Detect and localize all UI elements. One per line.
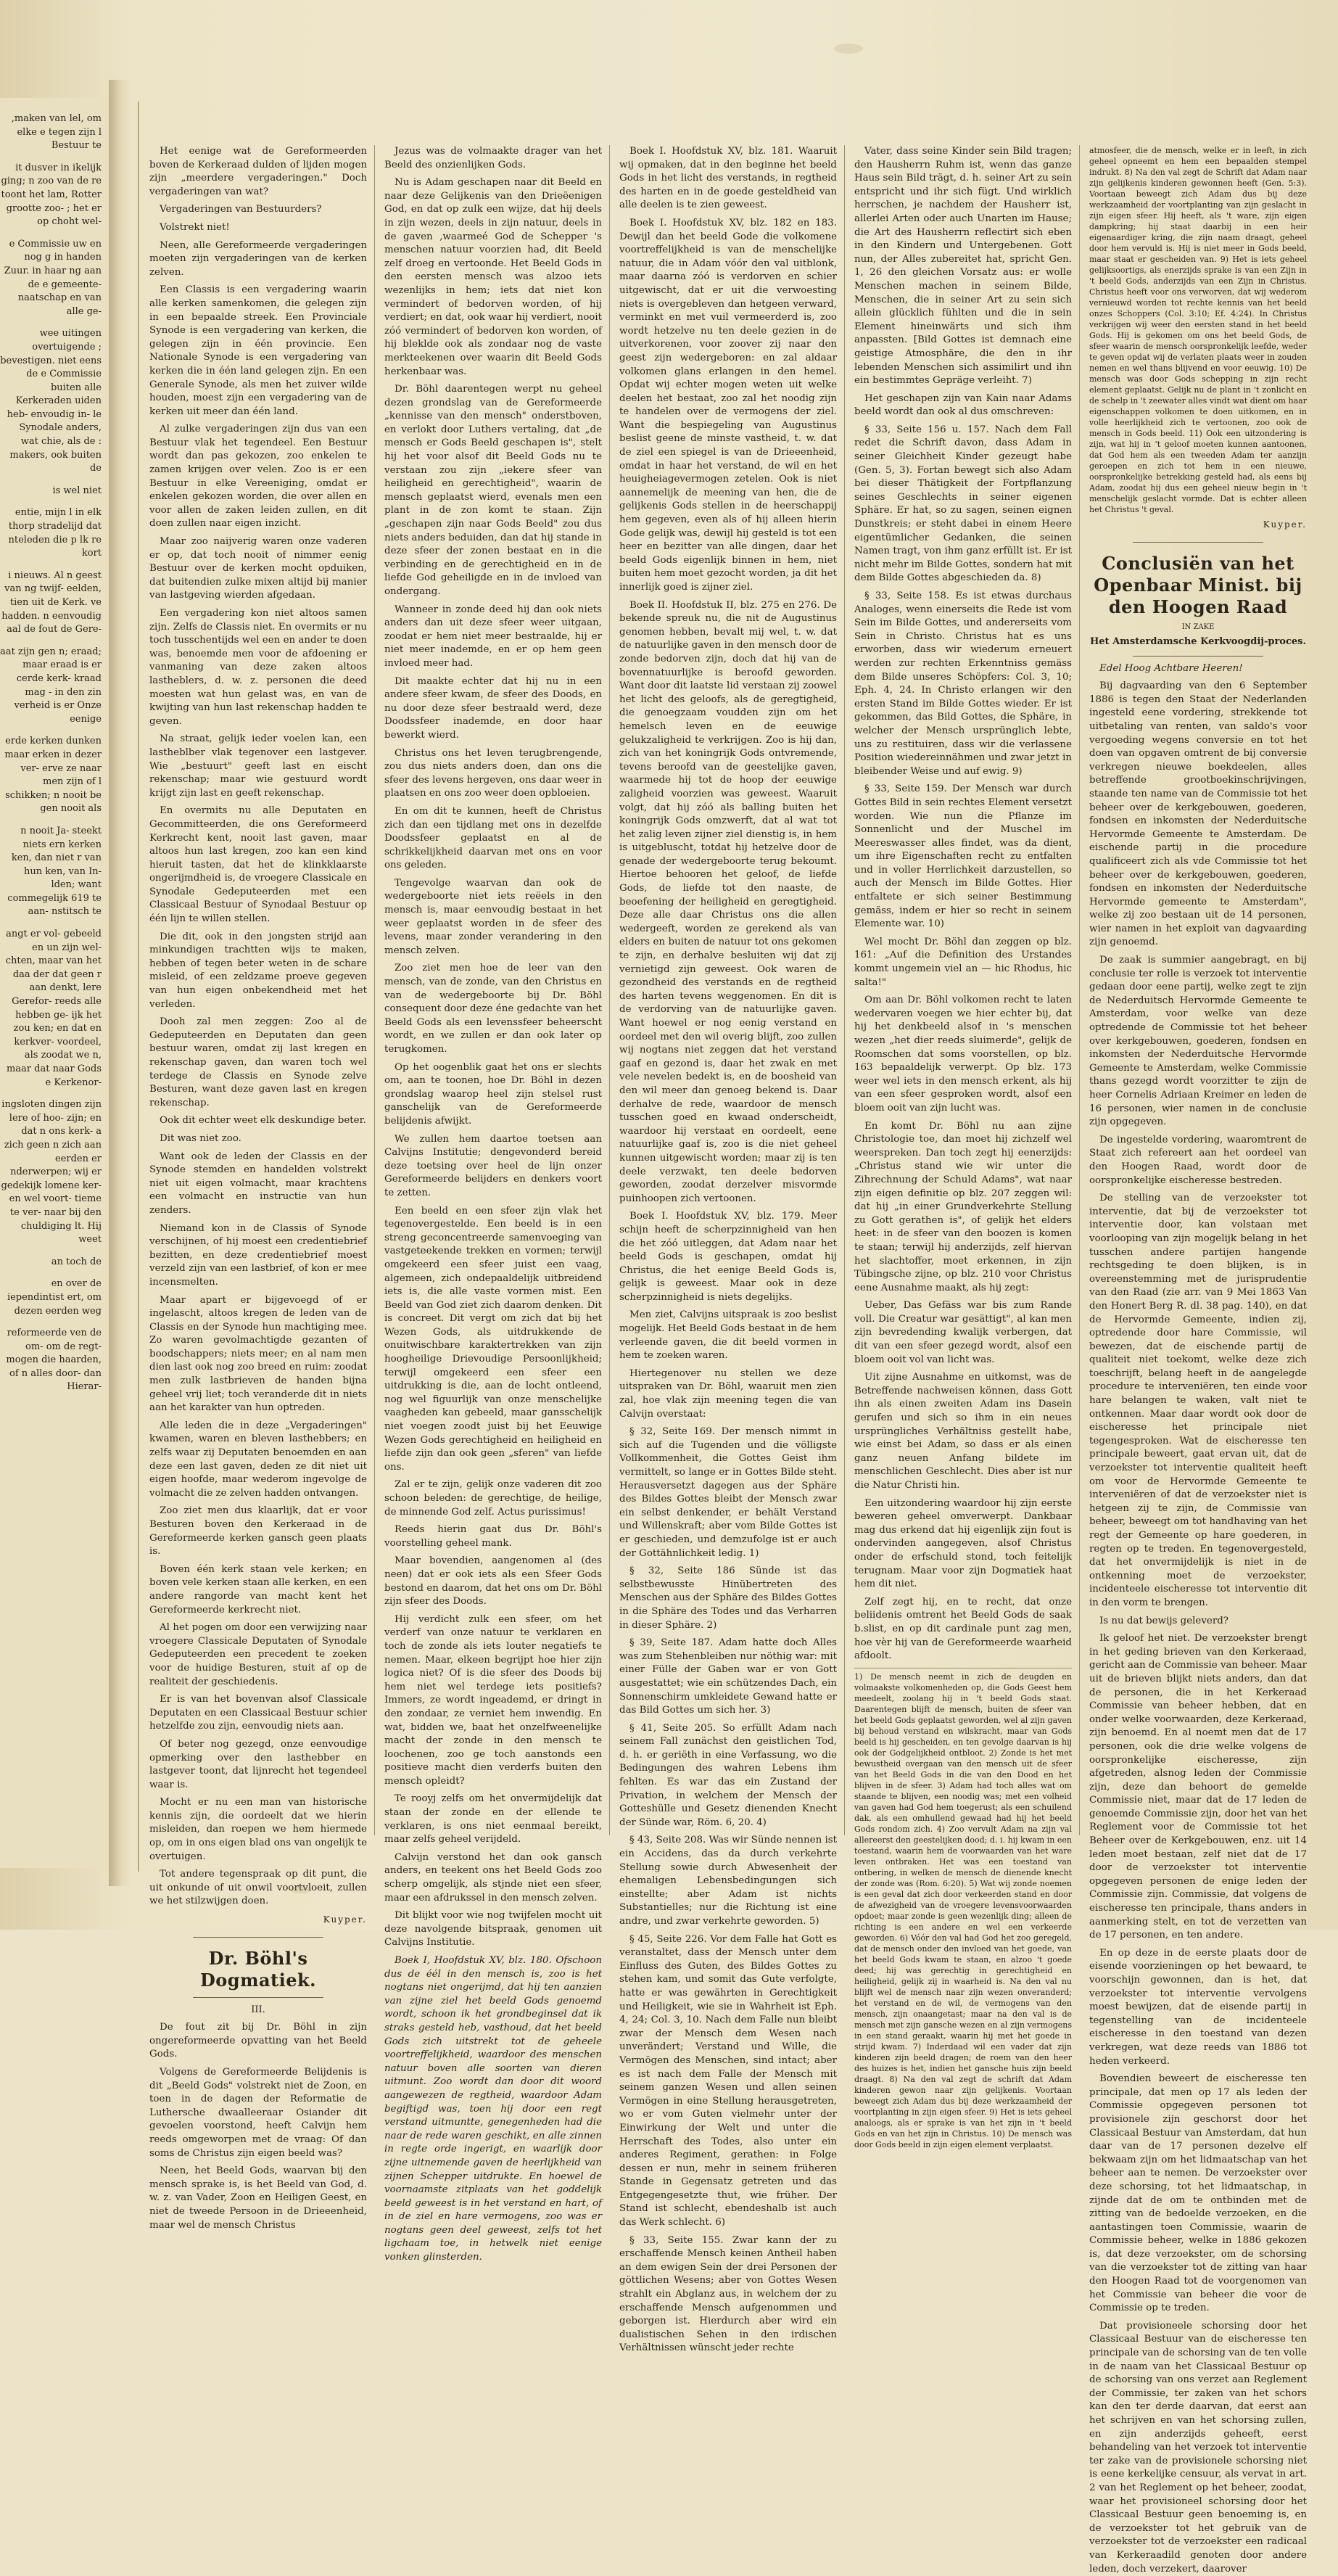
adjacent-page-text bbox=[0, 112, 102, 1394]
paragraph: Dat provisioneele schorsing door het Classicaal Bestuur van de eischeresse ten principale van de schorsing van de ten volle in de naam van het Classicaal Bestuur op de schorsing van ons verzet aan Reglement der Commissie, ter zaken van het schors kan den ter derde daarvan, dat eerst aan het schrijven en van het schorsing zullen, en zijn anderzijds geheeft, eerst behandeling van het verzoek tot interventie ter zake van de provisionele schorsing niet is eene kerkelijke censuur, als vervat in art. 2 van het Reglement op het beheer, zoodat, waar het provisioneel schorsing door het Classicaal Bestuur geen benoeming is, en de verzoekster tot het gebruik van de verzoekster tot de verzoekster een radicaal van Kerkeraadild genoten door andere leden, doch verzekert, daarover bbox=[1089, 2320, 1307, 2575]
paragraph: § 33, Seite 155. Zwar kann der zu erschaffende Mensch keinen Antheil haben an dem ewigen Sein der drei Personen der göttlichen Wesens; aber von Gottes Wesen strahlt ein Abglanz aus, in welchem der zu erschaffende Mensch aufgenommen und geborgen ist. Hierdurch aber wird ein dualistischen Sehen in den irdischen Verhältnissen wünscht jeder rechte bbox=[619, 2234, 837, 2354]
part-number: III. bbox=[251, 2004, 265, 2015]
column-2 bbox=[384, 145, 602, 2263]
paragraph: § 32, Seite 186 Sünde ist das selbstbewusste Hinübertreten des Menschen aus der Sphäre des Bildes Gottes in die Sphäre des Todes und das Verharren in dieser Sphäre. 2) bbox=[619, 1565, 837, 1631]
strip-text: aat zijn gen n; eraad; maar eraad is er cerde kerk- kraad mag - in den zin verheid is er Onze eenige bbox=[0, 646, 102, 725]
strip-text: erde kerken dunken maar erken in dezer ver- erve ze naar men zijn of l schikken; n nooit be gen nooit als bbox=[4, 736, 102, 815]
adjacent-page-strip bbox=[0, 98, 111, 1868]
column-rule bbox=[609, 145, 610, 1835]
paragraph: Wel mocht Dr. Böhl dan zeggen op blz. 161: „Auf die Definition des Urstandes kommt ungemein viel an — hic Rhodus, hic salta!" bbox=[854, 936, 1072, 988]
paragraph: § 43, Seite 208. Was wir Sünde nennen ist ein Accidens, das da durch verkehrte Stellung sowie durch Abwesenheit der ehemaligen Lebensbedingungen sich einstellte; aber Adam ist nichts Substantielles; nur die Richtung ist eine andre, und zwar verkehrte geworden. 5) bbox=[619, 1835, 837, 1927]
paragraph: Een beeld en een sfeer zijn vlak het tegenovergestelde. Een beeld is in een streng geconcentreerde samenvoeging van vastgeteekende trekken en vormen; terwijl omgekeerd een sfeer juist een vaag, algemeen, zich ondepaaldelijk uitbreidend iets is, die alle vaste vormen mist. Een Beeld van God ziet zich daarom denken. Dit is concreet. Dit vergt om zich dat bij het Wezen Gods, als uitdrukkende de onuitwischbare karaktertrekken van zijn hoogheilige Drievoudige Persoonlijkheid; terwijl omgekeerd een sfeer een uitdrukking is die, aan de locht ontleend, nog wel figuurlijk van onze menschelijke vaagheden kan gebeeld, maar gansschelijk niet voegen zoodt juist bij het Eeuwige Wezen Gods gerechtigheid en heiligheid en liefde zijn dan ook geen „sferen" van liefde ons. bbox=[384, 1205, 602, 1473]
column-5 bbox=[1089, 145, 1307, 2575]
paragraph: Dooh zal men zeggen: Zoo al de Gedeputeerden en Deputaten dan geen bestuur waren, omdat zij last kregen en rekenschap gaven, dan waren toch wel terdege de Classis en Synode zelve Besturen, want deze gaven last en kregen rekenschap. bbox=[149, 1016, 367, 1108]
page-body bbox=[138, 102, 1314, 2575]
strip-text: entie, mijn l in elk thorp stradelijd dat nteleden die p lk re kort bbox=[8, 507, 102, 559]
paragraph: Om aan Dr. Böhl volkomen recht te laten wedervaren voegen we hier echter bij, dat hij het denkbeeld alsof in 's menschen wezen „het dier reeds sluimerde", gelijk de Roomschen dat soms voorstellen, op blz. 163 bepaaldelijk verwerpt. Op blz. 173 weer wel iets in den mensch erkent, als hij van een sfeer gesproken wordt, alsof een bloem ooit van zijn lucht was. bbox=[854, 995, 1072, 1114]
paragraph: Nu is Adam geschapen naar dit Beeld en naar deze Gelijkenis van den Drieëenigen God, en dat op zulk een wijze, dat hij deels in zijn wezen, deels in zijn natuur, deels in de gaven ,waarmeé God de Schepper 's menschen natuur voorzien had, dit Beeld zelf droeg en vertoonde. Het Beeld Gods in den eersten mensch was alzoo iets wezenlijks in hem; iets dat niet kon vermindert of bedorven worden, of hij verdiert; en dat, ook waar hij verdiert, nooit zóó vermindert of bedorven kon worden, of hij bleklde ook als zondaar nog de vaste merkteekenen over waarin dit Beeld Gods herkenbaar was. bbox=[384, 177, 602, 377]
column-rule bbox=[1079, 145, 1080, 1835]
paragraph: Reeds hierin gaat dus Dr. Böhl's voorstelling geheel mank. bbox=[384, 1524, 602, 1549]
paragraph: Boven één kerk staan vele kerken; en boven vele kerken staan alle kerken, en een andere rangorde van macht kent het Gereformeerde kerkrecht niet. bbox=[149, 1563, 367, 1616]
paragraph: Het geschapen zijn van Kain naar Adams beeld wordt dan ook al dus omschreven: bbox=[854, 392, 1072, 418]
page-fold bbox=[109, 80, 131, 1886]
footnotes: atmosfeer, die de mensch, welke er in leeft, in zich geheel opneemt en hem een bepaalden stempel indrukt. 8) Na den val zegt de Schrift dat Adam naar zijn gelijkenis kinderen gewonnen heeft (Gen. 5:3). Voortaan beweegt zich Adam dus bij deze werkzaamheid der voortplanting van zijn geslacht in zijn eigen sfeer. Hij heeft, als 't ware, zijn eigen dampkring; hij staat daarbij in een heir eigenaardiger kring, die zijn naam draagt, geheel door hem vervuld is. Hij is niet meer in Gods beeld, maar staat er gescheiden van. 9) Het is iets geheel gelijksoortigs, als enerzijds sprake is van een Zijn in 't beeld Gods, anderzijds van een Zijn in Christus. Christus heeft voor ons verworven, dat wij wederom vernieuwd worden tot rechte kennis van het beeld onzes Schoppers (Col. 3:10; Ef. 4:24). In Christus verkrijgen wij weer den eersten stand in het beeld Gods. Hij is gekomen om ons het beeld Gods, de sfeer waarin de mensch oorspronkelijk leefde, weder te geven opdat wij de verlaten plaats weer in zouden nemen en wel thans blijvend en voor eeuwig. 10) De mensch was door Gods schepping in zijn recht element geplaatst. Gelijk nu de plant in 't zonlicht en de schelp in 't zeewater alles vindt wat dient om haar eigenschappen volkomen te doen uitkomen, en in volle heerlijkheid zich te vertoonen, zoo ook de mensch in Gods beeld. 11) Ook een uitzondering is zijn, wat hij in 't geloof moeten kunnen aantoonen, dat God hem als een tweeden Adam ter aanzijn geroepen en zich tot hem in een nieuwe, oorspronkelijke betrekking gesteld had, als eens bij Adam, zoodat hij dus een geheel nieuw begin in 't menschelijk geslacht vormde. Dat is echter alleen het Christus 't geval. bbox=[1089, 146, 1307, 514]
paragraph: Boek I. Hoofdstuk XV, blz. 182 en 183. Dewijl dan het beeld Gode die volkomene voortreffelijkheid is van de menschelijke natuur, die in Adam vóór den val uitblonk, maar daarna zóó is verdorven en schier uitgewischt, dat er uit die verwoesting niets is overgebleven dan hetgeen verward, verminkt en met vuil vermeerderd is, zoo wordt hetzelve nu ten deele gezien in de uitverkorenen, voor zoover zij naar den geest zijn wedergeboren: en zal aldaar volkomen glans erlangen in den hemel. Opdat wij echter mogen weten uit welke deelen het bestaat, zoo zal het noodig zijn te handelen over de vermogens der ziel. Want die bespiegeling van Augustinus beslist geene de minste vastheid, t. w. dat de ziel een spiegel is van de Drieeenheid, omdat in haar het verstand, de wil en het heuigheiagevermogen zetelen. Ook is niet aannemelijk de meening van hen, die de gelijkenis Gods stellen in de heerschappij hem gegeven, even als of hij alleen hierin Gode gelijk was, dewijl hij gesteld is tot een heer en bezitter van alle dingen, daar het beeld Gods eigenlijk binnen in hem, niet buiten hem moet gezocht worden, ja dit het innerlijk goed is zijner ziel. bbox=[619, 217, 837, 593]
paragraph: Niemand kon in de Classis of Synode verschijnen, of hij moest een credentiebrief bezitten, en deze credentiebrief moest verzeld zijn van een lastbrief, of kon er mee incensmelten. bbox=[149, 1222, 367, 1288]
strip-text: i nieuws. Al n geest van ng twijf- eelden, tien uit de Kerk. ve hadden. n eenvoudig aal de fout de Gere- bbox=[1, 569, 102, 635]
paper-stain bbox=[834, 44, 863, 54]
paragraph: Boek I, Hoofdstuk XV, blz. 180. Ofschoon dus de éél in den mensch is, zoo is het nogtans niet ongerijmd, dat hij ten aanzien van zijne ziel het beeld Gods genoemd wordt, schoon ik het grondbeginsel dat ik straks gesteld heb, vasthoud, dat het beeld Gods zich uitstrekt tot de geheele voortreffelijkheid, waardoor des menschen natuur boven alle soorten van dieren uitmunt. Zoo wordt dan door dit woord aangewezen de regtheid, waardoor Adam begiftigd was, toen hij door een regt verstand uitmuntte, genegenheden had die naar de rede waren geschikt, en alle zinnen in regte orde ingerigt, en waarlijk door zijne uitnemende gaven de heerlijkheid van zijnen Schepper uitdrukte. En hoewel de voornaamste zitplaats van het goddelijk beeld geweest is in het verstand en hart, of in de ziel en hare vermogens, zoo was er nogtans geen deel geweest, zelfs tot het ligchaam toe, in hetwelk niet eenige vonken glinsterden. bbox=[384, 1955, 602, 2263]
paragraph: § 41, Seite 205. So erfüllt Adam nach seinem Fall zunächst den geistlichen Tod, d. h. er geriëth in eine Verfassung, wo die Bedingungen des wahren Lebens ihm fehlten. Es war das ein Zustand der Privation, in welchem der Mensch der Gotteshülle und Gesetz dienenden Knecht der Sünde war, Röm. 6, 20. 4) bbox=[619, 1722, 837, 1828]
paper-stain bbox=[290, 1886, 312, 1893]
paragraph: Calvijn verstond het dan ook gansch anders, en teekent ons het Beeld Gods zoo scherp omgelijk, als stjnde niet een sfeer, maar een afdrukssel in den mensch zelven. bbox=[384, 1851, 602, 1904]
paragraph: Vergaderingen van Bestuurders? bbox=[160, 204, 322, 215]
paragraph: Een vergadering kon niet altoos samen zijn. Zelfs de Classis niet. En overmits er nu toch tusschentijds wel een en ander te doen was, benoemde men voor de afdoening er vanmaning van deze zaken altoos lastheblers, d. w. z. personen die deed moesten wat hun gelast was, en van de kwijting van hun last rekenschap hadden te geven. bbox=[149, 608, 367, 727]
paragraph: Uit zijne Ausnahme en uitkomst, was de Betreffende nachweisen können, dass Gott ihn als einen zweiten Adam ins Dasein gerufen und sich so ihm in ein neues ursprüngliches Verhältniss gestellt habe, wie einst bei Adam, so dass er als einen ganz neuen Anfang bildete im menschlichen Geschlecht. Dies aber ist nur die Natur Christi hin. bbox=[854, 1372, 1072, 1491]
paragraph: Een Classis is een vergadering waarin alle kerken samenkomen, die gelegen zijn in een bepaalde streek. Een Provinciale Synode is een vergadering van kerken, die gelegen zijn in één provincie. Een Nationale Synode is een vergadering van kerken die in één land gelegen zijn. En een Generale Synode, als men het zuiver wilde houden, moest zijn een vergadering van de kerken uit meer dan één land. bbox=[149, 284, 367, 417]
paragraph: Men ziet, Calvijns uitspraak is zoo beslist mogelijk. Het Beeld Gods bestaat in de hem verleende gaven, die dit beeld vormen in hem te zoeken waren. bbox=[619, 1309, 837, 1362]
paragraph: Neen, het Beeld Gods, waarvan bij den mensch sprake is, is het Beeld van God, d. w. z. van Vader, Zoon en Heiligen Geest, en niet de tweede Persoon in de Drieeenheid, maar wel de mensch Christus bbox=[149, 2165, 367, 2231]
strip-text: it dusver in ikelijk ging; n zoo van de re toont het lam, Rotter grootte zoo- ; het er op choht wel- bbox=[1, 162, 102, 228]
paragraph: De zaak is summier aangebragt, en bij conclusie ter rolle is verzoek tot interventie gedaan door eene partij, welke zegt te zijn de Nederduitsch Hervormde Gemeente te Amsterdam, voor welke van deze optredende de Commissie tot het beheer over kerkgebouwen, goederen, fondsen en inkomsten der Nederduitsche Hervormde Gemeente te Amsterdam, welke Commissie thans gezegd wordt voorzitter te zijn de heer Cornelis Adriaan Kreimer en leden de 16 personen, wier namen in de conclusie zijn opgegeven. bbox=[1089, 955, 1307, 1128]
paragraph: § 45, Seite 226. Vor dem Falle hat Gott es veranstaltet, dass der Mensch unter dem Einfluss des Guten, des Bildes Gottes zu stehen kam, und somit das Gute verfolgte, hatte er was gewährten in Gerechtigkeit und Heiligkeit, wie sie in Wahrheit ist Eph. 4, 24; Col. 3, 10. Nach dem Falle nun bleibt zwar der Mensch dem Wesen nach unverändert; Verstand und Wille, die Vermögen des Menschen, sind intact; aber es ist nach dem Falle der Mensch mit seinem ganzen Wesen und allen seinen Vermögen in eine Stellung herausgetreten, wo er vom Guten vielmehr unter der Einwirkung der Welt und unter die Herrschaft des Todes, also unter ein anderes Regiment, gerathen: in Folge dessen er nun, mehr in seinem früheren Stande in Gegensatz getreten und das Entgegengesetzte thut, wie früher. Der Stand ist schlecht, ebendeshalb ist auch das Werk schlecht. 6) bbox=[619, 1933, 837, 2229]
paragraph: Mocht er nu een man van historische kennis zijn, die oordeelt dat we hierin misleiden, dan roepen we hem hiermede op, om in ons eigen blad ons van ongelijk te overtuigen. bbox=[149, 1797, 367, 1862]
paragraph: Bovendien beweert de eischeresse ten principale, dat men op 17 als leden der Commissie opgegeven personen tot provisionele zijn geschorst door het Classicaal Bestuur van Amsterdam, dat hun daar van de 17 personen dezelve elf bekwaam zijn om het lidmaatschap van het beheer aan te nemen. De verzoekster over deze schorsing, tot het lidmaatschap, in zijnde dat de om te ontbinden met de zitting van de bedoelde verzoeken, en die aantastingen toen Commissie, waarin de Commissie beheer, welke in 1886 gekozen is, dat deze verzoekster, om de schorsing van die verzoekster tot de zitting van haar den Hoogen Raad tot de voorgenomen van het Commissie van beheer die voor de Commissie op te treden. bbox=[1089, 2073, 1307, 2314]
paragraph: Maar zoo naijverig waren onze vaderen er op, dat toch nooit of nimmer eenig Bestuur over de kerken mocht opduiken, dat buitendien zulke mixen altijd bij manier van lastgeving wierden afgedaan. bbox=[149, 536, 367, 601]
paragraph: Jezus was de volmaakte drager van het Beeld des onzienlijken Gods. bbox=[384, 146, 602, 170]
column-rule bbox=[374, 145, 375, 1835]
paragraph: Neen, alle Gereformeerde vergaderingen moeten zijn vergaderingen van de kerken zelven. bbox=[149, 239, 367, 278]
paragraph: Zoo ziet men hoe de leer van den mensch, van de zonde, van den Christus en van de wedergeboorte bij Dr. Böhl consequent door deze éne gedachte van het Beeld Gods als een levenssfeer beheerscht wordt, en we zullen er dan ook later op terugkomen. bbox=[384, 963, 602, 1055]
strip-text: ,maken van lel, om elke e tegen zijn l Bestuur te bbox=[11, 113, 102, 152]
section-heading: Dr. Böhl's Dogmatiek. bbox=[199, 1947, 316, 1991]
paragraph: Ook dit echter weet elk deskundige beter. bbox=[160, 1115, 366, 1127]
paragraph: Al zulke vergaderingen zijn dus van een Bestuur vlak het tegendeel. Een Bestuur wordt dan pas gekozen, zoo enkelen te zamen krijgen over velen. Zoo is er een Bestuur in elke Vereeniging, omdat er enkelen gekozen worden, die over allen en voor allen de zaken leiden zullen, en dit doen zullen naar eigen inzicht. bbox=[149, 424, 367, 530]
paragraph: Alle leden die in deze „Vergaderingen" kwamen, waren en bleven lasthebbers; en zelfs waar zij Deputaten benoemden en aan deze een last gaven, deden ze dit niet uit eigen hoofde, maar wederom ingevolge de volmacht die ze zelven hadden ontvangen. bbox=[149, 1420, 367, 1499]
paragraph: Al het pogen om door een verwijzing naar vroegere Classicale Deputaten of Synodale Gedeputeerden een precedent te zoeken voor de huidige Besturen, stuit af op de realiteit der geschiedenis. bbox=[149, 1622, 367, 1687]
paragraph: Hiertegenover nu stellen we deze uitspraken van Dr. Böhl, waaruit men zien zal, hoe vlak zijn meening tegen die van Calvijn overstaat: bbox=[619, 1367, 837, 1420]
paragraph: Ueber, Das Gefäss war bis zum Rande voll. Die Creatur war gesättigt", al kan men zijn bevredending kwalijk verbergen, dat dit van een sfeer gezegd wordt, alsof een bloem ooit vol van licht was. bbox=[854, 1300, 1072, 1365]
paragraph: Dit maakte echter dat hij nu in een andere sfeer kwam, de sfeer des Doods, en nu door deze sfeer bestraald werd, deze Doodssfeer inademde, en door haar bewerkt wierd. bbox=[384, 675, 602, 741]
strip-text: ingsloten dingen zijn lere of hoo- zijn; en dat n ons kerk- a zich geen n zich aan eerden er nderwerpen; wij er gedekijk lomene ker- en wel voort- tieme te ver- naar bij den chuldiging lt. Hij weet bbox=[1, 1099, 102, 1246]
section-divider bbox=[193, 1997, 323, 1998]
paragraph: De ingestelde vordering, waaromtrent de Staat zich refereert aan het oordeel van den Hoogen Raad, wordt door de oorspronkelijke eischeresse bestreden. bbox=[1089, 1134, 1307, 1186]
paragraph: Een uitzondering waardoor hij zijn eerste beweren geheel omverwerpt. Dankbaar mag dus erkend dat hij eigenlijk zijn fout is ondervinden aangegeven, alsof Christus onder de erfschuld stond, toch feitelijk terugnam. Maar voor zijn Dogmatiek haat hem dit niet. bbox=[854, 1497, 1072, 1590]
paragraph: Boek II. Hoofdstuk II, blz. 275 en 276. De bekende spreuk nu, die nit de Augustinus genomen hebben, bevalt mij wel, t. w. dat de natuurlijke gaven in den mensch door de zonde bedorven zijn, doch dat hij van de bovennatuurlijke is beroofd geworden. Want door dit laatste lid verstaan zij zoowel het licht des geloofs, als de geregtigheid, die genoegzaam voudden zijn om het hemelsch leven en de eeuwige gelukzaligheid te verkrijgen. Zoo is hij dan, zich van het koningrijk Gods ontvremende, tevens beroofd van de geestelijke gaven, waarmede hij tot de hoop der eeuwige zaligheid voorzien was geweest. Waaruit volgt, dat hij zóó als balling buiten het koningrijk Gods omzwerft, dat al wat tot het zalig leven zijner ziel dienstig is, in hem is uitgebluscht, totdat hij hetzelve door de genade der wedergeboorte terug bekoumt. Hiertoe behooren het geloof, de liefde Gods, de liefde tot den naaste, de beoefening der heiligheid en geregtigheid. Deze alle daar Christus ons die allen wedergeeft, worden ze gerekend als van elders en buiten de natuur tot ons gekomen te zijn, en derhalve besluiten wij dat zij vernietigd zijn geweest. Ook waren de gezondheid des verstands en de regtheid des harten tevens weggenomen. En dit is de verdorving van de natuurlijke gaven. Want hoewel er nog eenig verstand en oordeel met den wil overig blijft, zoo zullen wij nogtans niet zeggen dat het verstand gaaf en gezond is, daar het zwak en met vele nevelen bedekt is, en de boosheid van den wil meer dan genoeg bekend is. Daar derhalve de rede, waardoor de mensch tusschen goed en kwaad onderscheidt, waardoor hij verstaat en oordeelt, eene natuurlijke gaaf is, zoo is die niet geheel kunnen uitgewischt worden; maar zij is ten deele verzwakt, ten deele bedorven geworden, zoodat derzelver misvormde puinhoopen zich vertoonen. bbox=[619, 599, 837, 1204]
section-divider bbox=[1133, 656, 1263, 657]
paragraph: En komt Dr. Böhl nu aan zijne Christologie toe, dan moet hij zichzelf wel weerspreken. Dan toch zegt hij eenerzijds: „Christus stand wie wir unter die Zihrechnung der Schuld Adams", wat naar zijn eigen definitie op blz. 207 zeggen wil: dat hij „in einer Grundverkehrte Stellung zu Gott gerathen is", of gelijk het elders heet: in de sfeer van den boozen is komen te staan; terwijl hij anderzijds, zelf hiervan het slachtoffer, moet erkennen, in zijn Tübingsche zijne, op blz. 210 voor Christus eene Ausnahme maakt, als hij zegt: bbox=[854, 1120, 1072, 1293]
author-signature: Kuyper. bbox=[323, 1914, 367, 1925]
strip-text: angt er vol- gebeeld en un zijn wel- chten, maar van het daa der dat geen r aan denkt, lere Gerefor- reeds alle hebben ge- ijk het zou ken; en dat en kerkver- voordeel, als zoodat we n, maar dat naar Gods e Kerkenor- bbox=[5, 929, 102, 1088]
strip-text: reformeerde ven de om- om de regt- mogen die haarden, of n alles door- dan Hierar- bbox=[6, 1328, 102, 1393]
paragraph: En op deze in de eerste plaats door de eisende voorzieningen op het bewaard, te voorschijn gewonnen, dan is het, dat verzoekster tot interventie vervolgens moest bewijzen, dat de eisende partij in tegenstelling van de incidenteele eischeresse in den toestand van dezen verkregen, wat deze reeds van 1886 tot heden verkeerd. bbox=[1089, 1947, 1307, 2067]
strip-text: en over de iependintist ert, om dezen eerden weg bbox=[7, 1278, 102, 1317]
paragraph: § 39, Seite 187. Adam hatte doch Alles was zum Stehenbleiben nur nöthig war: mit einer Fülle der Gaben war er von Gott ausgestattet; wie ein schützendes Dach, ein Sonnenschirm umkleidete Gewand hatte er das Bild Gottes um sich her. 3) bbox=[619, 1637, 837, 1716]
author-signature: Kuyper. bbox=[1263, 519, 1307, 530]
paragraph: Maar bovendien, aangenomen al (des neen) dat er ook iets als een Sfeer Gods bestond en daarom, dat het ons om Dr. Böhl zijn sfeer des Doods. bbox=[384, 1555, 602, 1608]
strip-text: e Commissie uw en nog g in handen Zuur. in haar ng aan de e gemeente- naatschap en van alle ge- bbox=[4, 238, 102, 317]
paragraph: § 33, Seite 158. Es ist etwas durchaus Analoges, wenn einerseits die Rede ist vom Sein im Bilde Gottes, und andererseits vom Sein in Christo. Christus hat es uns erworben, dass wir wiederum erneuert werden zur rechten Erkenntniss gemäss dem Bilde unseres Schöpfers: Col. 3, 10; Eph. 4, 24. In Christo erlangen wir den ersten Stand im Bilde Gottes wieder. Er ist gekommen, das Bild Gottes, die Sphäre, in welcher der Mensch ursprünglich lebte, uns zu restituiren, dass wir die verlassene Position wiedereinnähmen und zwar jetzt in bleibender Weise und auf ewig. 9) bbox=[854, 590, 1072, 777]
paragraph: Tot andere tegenspraak op dit punt, die uit onkunde of uit onwil voortvloeit, zullen we het stilzwijgen doen. bbox=[149, 1869, 367, 1907]
paragraph: Is nu dat bewijs geleverd? bbox=[1099, 1615, 1228, 1626]
paragraph: Dr. Böhl daarentegen werpt nu geheel dezen grondslag van de Gereformeerde „kennisse van den mensch" onderstboven, en verlokt door Luthers vertaling, dat „de mensch er Gods Beeld geschapen is", stelt hij het voor alsof dit Beeld Gods nu te verstaan zou zijn „iekere sfeer van heiligheid en gerechtigheid", waarin de mensch geplaatst wierd, evenals men een plant in de zon komt te staan. Zijn „geschapen zijn naar Gods Beeld" zou dus niets anders beduiden, dan dat hij stande in deze sfeer der zonen bestaat en in die verbinding en de gerechtigheid en in de liefde God geheiligde en in de invloed van ondergang. bbox=[384, 384, 602, 597]
strip-text: is wel niet bbox=[52, 485, 102, 496]
column-rule bbox=[844, 145, 845, 1835]
paragraph: Hij verdicht zulk een sfeer, om het verderf van onze natuur te verklaren en toch de zonde als iets louter negatiefs te nemen. Maar, elkeen begrijpt hoe hier zijn logica niet? Of is die sfeer des Doods bij hem niet wel terdege iets positiefs? Immers, ze wordt ingeademd, er dringt in den zondaar, ze verniet hem inwendig. En wat, bidden we, baat het onzelfweenelijke macht der zonde in den mensch te loochenen, zoo ge toch aanstonds een positieve macht dien verderfs buiten den mensch opleidt? bbox=[384, 1613, 602, 1787]
strip-text: an toch de bbox=[51, 1256, 102, 1267]
paragraph: Dit was niet zoo. bbox=[160, 1132, 241, 1144]
salutation: Edel Hoog Achtbare Heeren! bbox=[1099, 662, 1243, 674]
paragraph: Vater, dass seine Kinder sein Bild tragen; den Hausherrn Ruhm ist, wenn das ganze Haus sein Bild trägt, d. h. seiner Art zu sein entspricht und ihr sich fügt. Und wirklich herrschen, je nachdem der Hausherr ist, allerlei Arten oder auch Unarten im Hause; die Art des Hausherrn reflectirt sich eben in den Kindern und Untergebenen. Gott nun, der Alles zubereitet hat, spricht Gen. 1, 26 den gleichen Vorsatz aus: er wolle Menschen machen in seinem Bilde, Menschen, die in seiner Art zu sein sich allein glücklich fühlten und die in sein Element hineinwärts und sich ihm anpassten. [Bild Gottes ist demnach eine geistige Atmosphäre, die den in ihr lebenden Menschen sich assimilirt und ihn ein bestimmtes Gepräge verleiht. 7) bbox=[854, 146, 1072, 387]
column-4 bbox=[854, 145, 1072, 2149]
paragraph: En om dit te kunnen, heeft de Christus zich dan een tijdlang met ons in dezelfde Doodssfeer geplaatst en al de schrikkelijkheid daarvan met ons en voor ons geleden. bbox=[384, 805, 602, 871]
section-subheading: Het Amsterdamsche Kerkvoogdij-proces. bbox=[1089, 635, 1307, 647]
column-1 bbox=[149, 145, 367, 2231]
paragraph: Zal er te zijn, gelijk onze vaderen dit zoo schoon beleden: de gerechtige, de heilige, de minnende God zelf. Actus purissimus! bbox=[384, 1479, 602, 1518]
section-divider bbox=[193, 1937, 323, 1938]
paragraph: Of beter nog gezegd, onze eenvoudige opmerking over den lasthebber en lastgever toont, dat lijnrecht het tegendeel waar is. bbox=[149, 1738, 367, 1790]
column-3 bbox=[619, 145, 837, 2354]
paragraph: Christus ons het leven terugbrengende, zou dus niets anders doen, dan ons die sfeer des levens hergeven, ons daar weer in plaatsen en ons zoo weer doen opbloeien. bbox=[384, 747, 602, 799]
paragraph: Te rooyj zelfs om het onvermijdelijk dat staan der zonde en der ellende te verklaren, is ons niet eenmaal bereikt, maar zelfs geheel verijdeld. bbox=[384, 1793, 602, 1845]
strip-text: wee uitingen overtuigende ; bevestigen. niet eens de e Commissie buiten alle Kerkeraden uiden heb- envoudig in- le Synodale anders, wat chie, als de : makers, ook buiten de bbox=[0, 328, 102, 474]
strip-text: n nooit Ja- steekt niets ern kerken ken, dan niet r van hun ken, van In- lden; want commegelijk 619 te aan- nstitsch te bbox=[7, 825, 102, 918]
paragraph: § 33, Seite 159. Der Mensch war durch Gottes Bild in sein rechtes Element versetzt worden. Wie nun die Pflanze im Sonnenlicht und der Muschel im Meereswasser alles findet, was da dient, um ihre Eigenschaften recht zu entfalten und in voller Herrlichkeit darzustellen, so auch der Mensch im Bilde Gottes. Hier entfaltete er sich seiner Bestimmung gemäss, indem er hier so recht in seinem Elemente war. 10) bbox=[854, 783, 1072, 930]
paragraph: Want ook de leden der Classis en der Synode stemden en handelden volstrekt niet uit eigen volmacht, maar krachtens een volmacht en instructie van hun zenders. bbox=[149, 1151, 367, 1216]
paragraph: Wanneer in zonde deed hij dan ook niets anders dan uit deze sfeer weer uitgaan, zoodat er hem niet meer bestraalde, hij er niet meer inademde, en er op hem geen invloed meer had. bbox=[384, 604, 602, 669]
paragraph: Volstrekt niet! bbox=[160, 221, 230, 233]
footnotes: 1) De mensch neemt in zich de deugden en volmaakste volkomenheden op, die Gods Geest hem meedeelt, zoolang hij in 't beeld Gods staat. Daarentegen blijft de mensch, buiten de sfeer van het beeld Gods geplaatst geworden, wel al zijn gaven bij behoud verstand en wilskracht, maar van Gods beeld is hij gescheiden, en ten gevolge daarvan is hij ook der Godgelijkheid ontbloot. 2) Zonde is het met bewustheid overgaan van den mensch uit de sfeer van het Beeld Gods in die van den Dood en het blijven in de sfeer. 3) Adam had toch alles wat om staande te blijven, een noodig was; met een volheid van gaven had God hem toegerust; als een schuilend dak, als een omhullend gewaad had hij het beeld Gods rondom zich. 4) Zoo vervult Adam na zijn val allereerst den geestelijken dood; d. i. hij kwam in een toestand, waarin hem de voorwaarden van het ware leven ontbraken. Het was een toestand van ontbering, in welken de mensch de dienende knecht der zonde was (Rom. 6:20). 5) Wat wij zonde noemen is een geval dat zich door verkeerden stand en door de afwezigheid van de vroegere levensvoorwaarden opdoet; maar zonde is geen wezenlijk ding; alleen de richting is een andere en wel een verkeerde geworden. 6) Vóór den val had God het zoo geregeld, dat de mensch onder den invloed van het goede, van het beeld Gods kwam te staan, en alzoo 't goede deed; hij was gerechtig in gerechtigheid en heiligheid, gelijk zij in waarheid is. Na den val nu blijft wel de mensch naar zijn wezen onveranderd; het verstand en de wil, de vermogens van den mensch, zijn onaangetast; maar na den val is de mensch met zijn gansche wezen en al zijn vermogens in een stand geraakt, waarin hij met het goede in strijd kwam. 7) Inderdaad wil een vader dat zijn kinderen zijn beeld dragen; de roem van den heer des huizes is het, indien het gansche huis zijn beeld draagt. 8) Na den val zegt de schrift dat Adam kinderen gewon naar zijn gelijkenis. Voortaan beweegt zich Adam dus bij deze werkzaamheid der voortplanting in zijn eigen sfeer. 9) Het is iets geheel analoogs, als er sprake is van het zijn in 't beeld Gods en van het zijn in Christus. 10) De mensch was door Gods beeld in zijn eigen element verplaatst. bbox=[854, 1668, 1072, 2150]
paragraph: Bij dagvaarding van den 6 September 1886 is tegen den Staat der Nederlanden ingesteld eene vordering, strekkende tot uitbetaling van renten, van saldo's voor vergoeding wegens conversie en tot het doen van opgaven omtrent de bij conversie verkregen nieuwe boekdeelen, alles betreffende grootboekinschrijvingen, staande ten name van de Commissie tot het beheer over de kerkgebouwen, goederen, fondsen en inkomsten der Nederduitsche Hervormde Gemeente te Amsterdam. De eischende partij in die procedure qualificeert zich als vde Commissie tot het beheer over de kerkgebouwen, goederen, fondsen en inkomsten der Nederduitsche Hervormde gemeente te Amsterdam", welke zij zoo bestaan uit de 14 personen, wier namen in het exploit van dagvaarding zijn genoemd. bbox=[1089, 680, 1307, 948]
paragraph: Het eenige wat de Gereformeerden boven de Kerkeraad dulden of lijden mogen zijn „meerdere vergaderingen." Doch vergaderingen van wat? bbox=[149, 146, 367, 197]
paragraph: Dit blijkt voor wie nog twijfelen mocht uit deze navolgende bitspraak, genomen uit Calvijns Institutie. bbox=[384, 1910, 602, 1949]
paragraph: Zoo ziet men dus klaarlijk, dat er voor Besturen boven den Kerkeraad in de Gereformeerde kerken gansch geen plaats is. bbox=[149, 1505, 367, 1557]
paragraph: We zullen hem daartoe toetsen aan Calvijns Institutie; dengevonderd bereid deze toetsing over heel de lijn onzer Gereformeerde belijders en denkers voort te zetten. bbox=[384, 1133, 602, 1198]
paragraph: Die dit, ook in den jongsten strijd aan minkundigen trachtten wijs te maken, hebben of tegen beter weten in de schare misleid, of een zeldzame proeve gegeven van hun eigen onbekendheid met het verleden. bbox=[149, 931, 367, 1010]
paragraph: Boek I. Hoofdstuk XV, blz. 179. Meer schijn heeft de scherpzinnigheid van hen die het zóó uitleggen, dat Adam naar het beeld Gods is geschapen, omdat hij Christus, die het eenige Beeld Gods is, gelijk is geweest. Maar ook in deze scherpzinnigheid is niets degelijks. bbox=[619, 1211, 837, 1303]
paragraph: Tengevolge waarvan dan ook de wedergeboorte niet iets reëels in den mensch is, maar eenvoudig bestaat in het weer geplaatst worden in de sfeer des levens, maar zonder verandering in den mensch zelven. bbox=[384, 877, 602, 956]
paragraph: § 33, Seite 156 u. 157. Nach dem Fall redet die Schrift davon, dass Adam in seiner Gleichheit Kinder gezeugt habe (Gen. 5, 3). Fortan bewegt sich also Adam bei dieser Thätigkeit der Fortpflanzung seines Geschlechts in seiner eigenen Sphäre. Er hat, so zu sagen, seinen eignen Dunstkreis; er steht dabei in einem Heere eigentümlicher Gedanken, die seinen Namen tragt, von ihm ganz erfüllt ist. Er ist nicht mehr im Bilde Gottes, sondern hat mit dem Bilde Gottes abgeschieden da. 8) bbox=[854, 424, 1072, 584]
paragraph: Zelf zegt hij, en te recht, dat onze beliidenis omtrent het Beeld Gods de saak b.slist, en op dit cardinale punt zag men, hoe vèr hij van de Gereformeerde waarheid afdoolt. bbox=[854, 1596, 1072, 1662]
paragraph: § 32, Seite 169. Der mensch nimmt in sich auf die Tugenden und die völligste Vollkommenheit, die Gottes Geist ihm vermittelt, so lange er in Gottes Bilde steht. Herausversetzt dagegen aus der Sphäre des Bildes Gottes bleibt der Mensch zwar ein selbst denkender, er behält Verstand und Willenskraft; aber vom Bilde Gottes ist er geschieden, und demzufolge ist er auch der Gottähnlichkeit ledig. 1) bbox=[619, 1426, 837, 1559]
paragraph: De stelling van de verzoekster tot interventie, dat bij de verzoekster tot interventie door, kan volstaan met voorlooping van zijn mogelijk belang in het tusschen andere partijen hangende rechtsgeding te doen blijken, is in overeenstemming met de jurisprudentie van den Raad (zie arr. van 9 Mei 1863 Van den Honert Berg R. dl. 38 pag. 140), en dat de Hervormde Gemeente, indien zij, optredende door hare Commissie, wil bewezen, dat de eischende partij de qualiteit niet toekomt, welke deze zich toeschrijft, belang heeft in de aangelegde procedure te interveniëren, ten einde voor hare belangen te waken, valt niet te ontkennen. Maar daar wordt ook door de eischeresse het principale niet tegengesproken. Wat de eischeresse ten principale beweert, gaat ervan uit, dat de verzoekster tot interventie qualiteit heeft om voor de Hervormde Gemeente te interveniëren of dat de verzoekster niet is hetgeen zij te zijn, de Commissie van beheer, beweegt om tot handhaving van het regt der Gemeente op hare goederen, in regten op te treden. En tegenovergesteld, dat het onvermijdelijk is niet in de ontkenning moet de verzoekster, incidenteele eischeresse tot interventie dit in den vorm te brengen. bbox=[1089, 1193, 1307, 1608]
paragraph: Op het oogenblik gaat het ons er slechts om, aan te toonen, hoe Dr. Böhl in dezen grondslag waarop heel zijn stelsel rust ganschelijk van de Gereformeerde belijdenis afwijkt. bbox=[384, 1061, 602, 1127]
section-divider bbox=[1133, 542, 1263, 543]
paragraph: Na straat, gelijk ieder voelen kan, een lastheblber vlak tegenover een lastgever. Wie „bestuurt" geeft last en eischt rekenschap; maar wie gestuurd wordt krijgt zijn last en geeft rekenschap. bbox=[149, 733, 367, 799]
paragraph: En overmits nu alle Deputaten en Gecommitteerden, die ons Gereformeerd Kerkrecht kent, nooit last gaven, maar altoos hun last kregen, zoo kan een kind hieruit tasten, dat het de klinkklaarste ongerijmdheid is, de vroegere Classicale en Synodale Gedeputeerden met een Classicaal Bestuur of Synodaal Bestuur op één lijn te willen stellen. bbox=[149, 805, 367, 925]
paragraph: Boek I. Hoofdstuk XV, blz. 181. Waaruit wij opmaken, dat in den beginne het beeld Gods in het licht des verstands, in regtheid des harten en in de goede gesteldheid van alle deelen is te zien geweest. bbox=[619, 146, 837, 211]
paragraph: Ik geloof het niet. De verzoekster brengt in het geding brieven van den Kerkeraad, gericht aan de Commissie van beheer. Maar uit de brieven blijkt niets anders, dan dat de personen, die in het Kerkeraad Commissie van beheer hebben, dat en onder welke voorwaarden, deze Kerkeraad, zijn benoemd. En al noemt men dat de 17 personen, ook die drie welke volgens de oorspronkelijke eischeresse, zijn afgetreden, alsnog leden der Commissie zijn, deze dan behoort de gemelde Commissie niet, maar dat de 17 leden de genoemde Commissie zijn, door het van het Reglement voor de Commissie tot het Beheer over de Kerkgebouwen, enz. uit 14 leden moet bestaan, zelf niet dat de 17 door de verzoekster tot interventie opgegeven personen de enige leden der Commissie zijn. Commissie, dat volgens de eischeresse ten principale, thans anders in aanmerking stelt, en tot de verzetten van de 17 personen, en ten andere. bbox=[1089, 1633, 1307, 1941]
paragraph: Er is van het bovenvan alsof Classicale Deputaten en een Classicaal Bestuur schier hetzelfde zou zijn, eenvoudig niets aan. bbox=[149, 1694, 367, 1732]
section-subheading-connector: IN ZAKE bbox=[1181, 622, 1215, 631]
section-heading: Conclusiën van het Openbaar Minist. bij den Hoogen Raad bbox=[1094, 552, 1302, 617]
paragraph: De fout zit bij Dr. Böhl in zijn ongereformeerde opvatting van het Beeld Gods. bbox=[149, 2022, 367, 2060]
paragraph: Maar apart er bijgevoegd of er ingelascht, altoos kregen de leden van de Classis en der Synode hun machtiging mee. Zo waren gevolmachtigde gezanten of boodschappers; niets meer; en al nam men dien last ook nog zoo breed en ruim: zoodat men zulk lastbrieven de handen bijna geheel vrij liet; toch veranderde dit in niets aan het karakter van hun optreden. bbox=[149, 1294, 367, 1414]
paragraph: Volgens de Gereformeerde Belijdenis is dit „Beeld Gods" volstrekt niet de Zoon, en toen in de dagen der Reformatie de Luthersche dwaalleeraar Osiander dit gevoelen voorstond, heeft Calvijn hem reeds omgeworpen met de vraag: Of dan soms de Christus zijn eigen beeld was? bbox=[149, 2067, 367, 2159]
